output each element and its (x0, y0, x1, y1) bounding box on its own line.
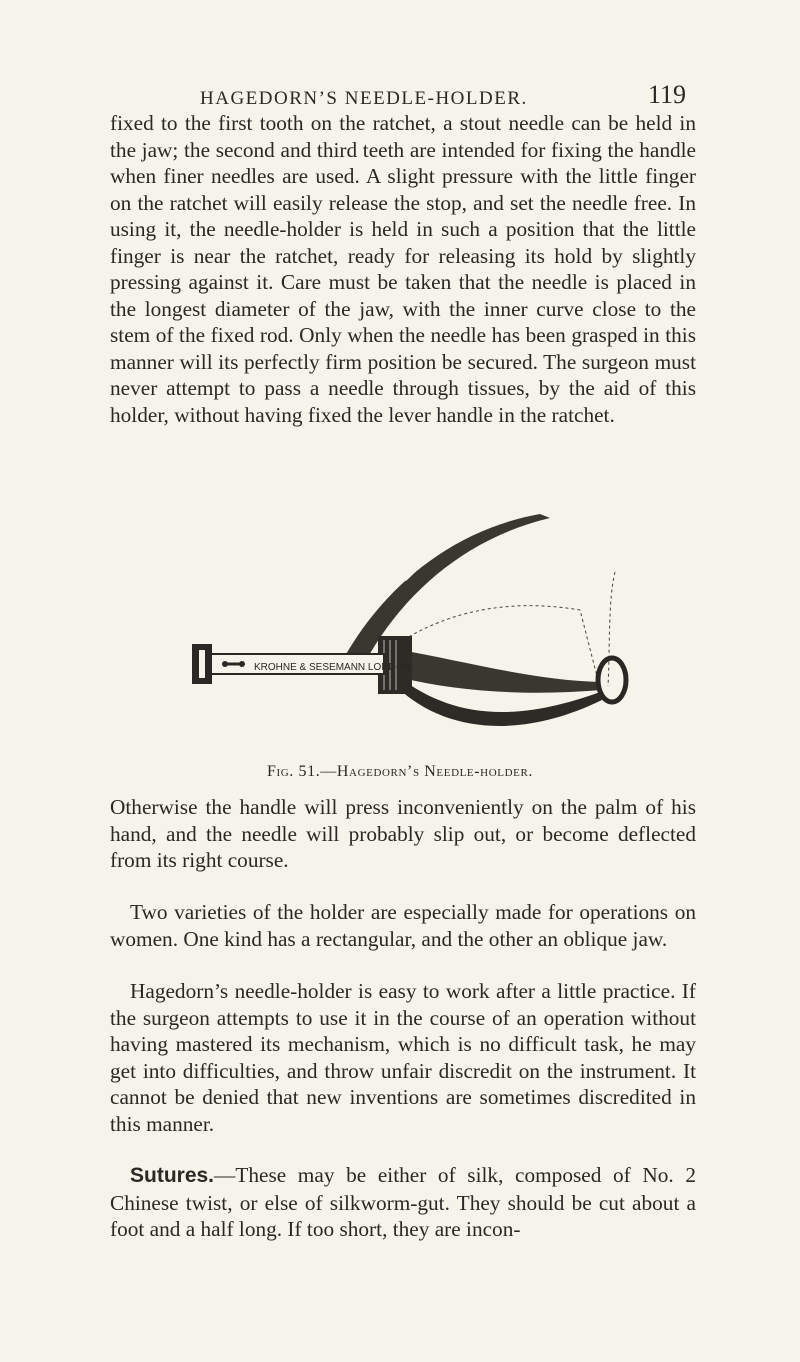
page-number: 119 (648, 80, 687, 109)
paragraph-4: Hagedorn’s needle-holder is easy to work after a little practice. If the surgeon attempts to use it in the course of an operation without having mastered its mechanism, which is no difficult task, he may get into difficulties, and throw unfair discredit on the instrument. It cannot be denied that new inventions are sometimes discredited in this manner. (110, 979, 696, 1136)
maker-stamp: KROHNE & SESEMANN LONDON (254, 662, 411, 673)
figure-caption: Fig. 51.—Hagedorn’s Needle-holder. (267, 763, 533, 780)
lower-arm (400, 650, 602, 693)
lever-arm (340, 514, 550, 668)
paragraph-1: fixed to the first tooth on the ratchet, a stout needle can be held in the jaw; the second and third teeth are intended for fixing the handle when finer needles are used. A slight pressure with the little finger on the ratchet will easily release the stop, and set the needle free. In using it, the needle-holder is held in such a position that the little finger is near the ratchet, ready for releasing its hold by slightly pressing against it. Care must be taken that the needle is placed in the longest diameter of the jaw, with the inner curve close to the stem of the fixed rod. Only when the needle has been grasped in this manner will its perfectly firm position be secured. The surgeon must never attempt to pass a needle through tissues, by the aid of this holder, without having fixed the lever handle in the ratchet. (110, 111, 696, 427)
paragraph-2: Otherwise the handle will press inconveniently on the palm of his hand, and the needle will probably slip out, or become deflected from its right course. (110, 795, 696, 872)
needle-holder-illustration (190, 500, 630, 752)
sutures-heading: Sutures. (130, 1164, 215, 1187)
handle-loop (598, 658, 626, 702)
running-title: HAGEDORN’S NEEDLE-HOLDER. (200, 88, 528, 109)
paragraph-3: Two varieties of the holder are especially made for operations on women. One kind has a rectangular, and the other an oblique jaw. (110, 900, 696, 951)
sutures-body: —These may be either of silk, composed of No. 2 Chinese twist, or else of silkworm-gut. They should be cut about a foot and a half long. If too short, they are incon- (110, 1163, 696, 1241)
needle-holder-figure (190, 500, 630, 752)
paragraph-sutures (110, 1162, 696, 1243)
